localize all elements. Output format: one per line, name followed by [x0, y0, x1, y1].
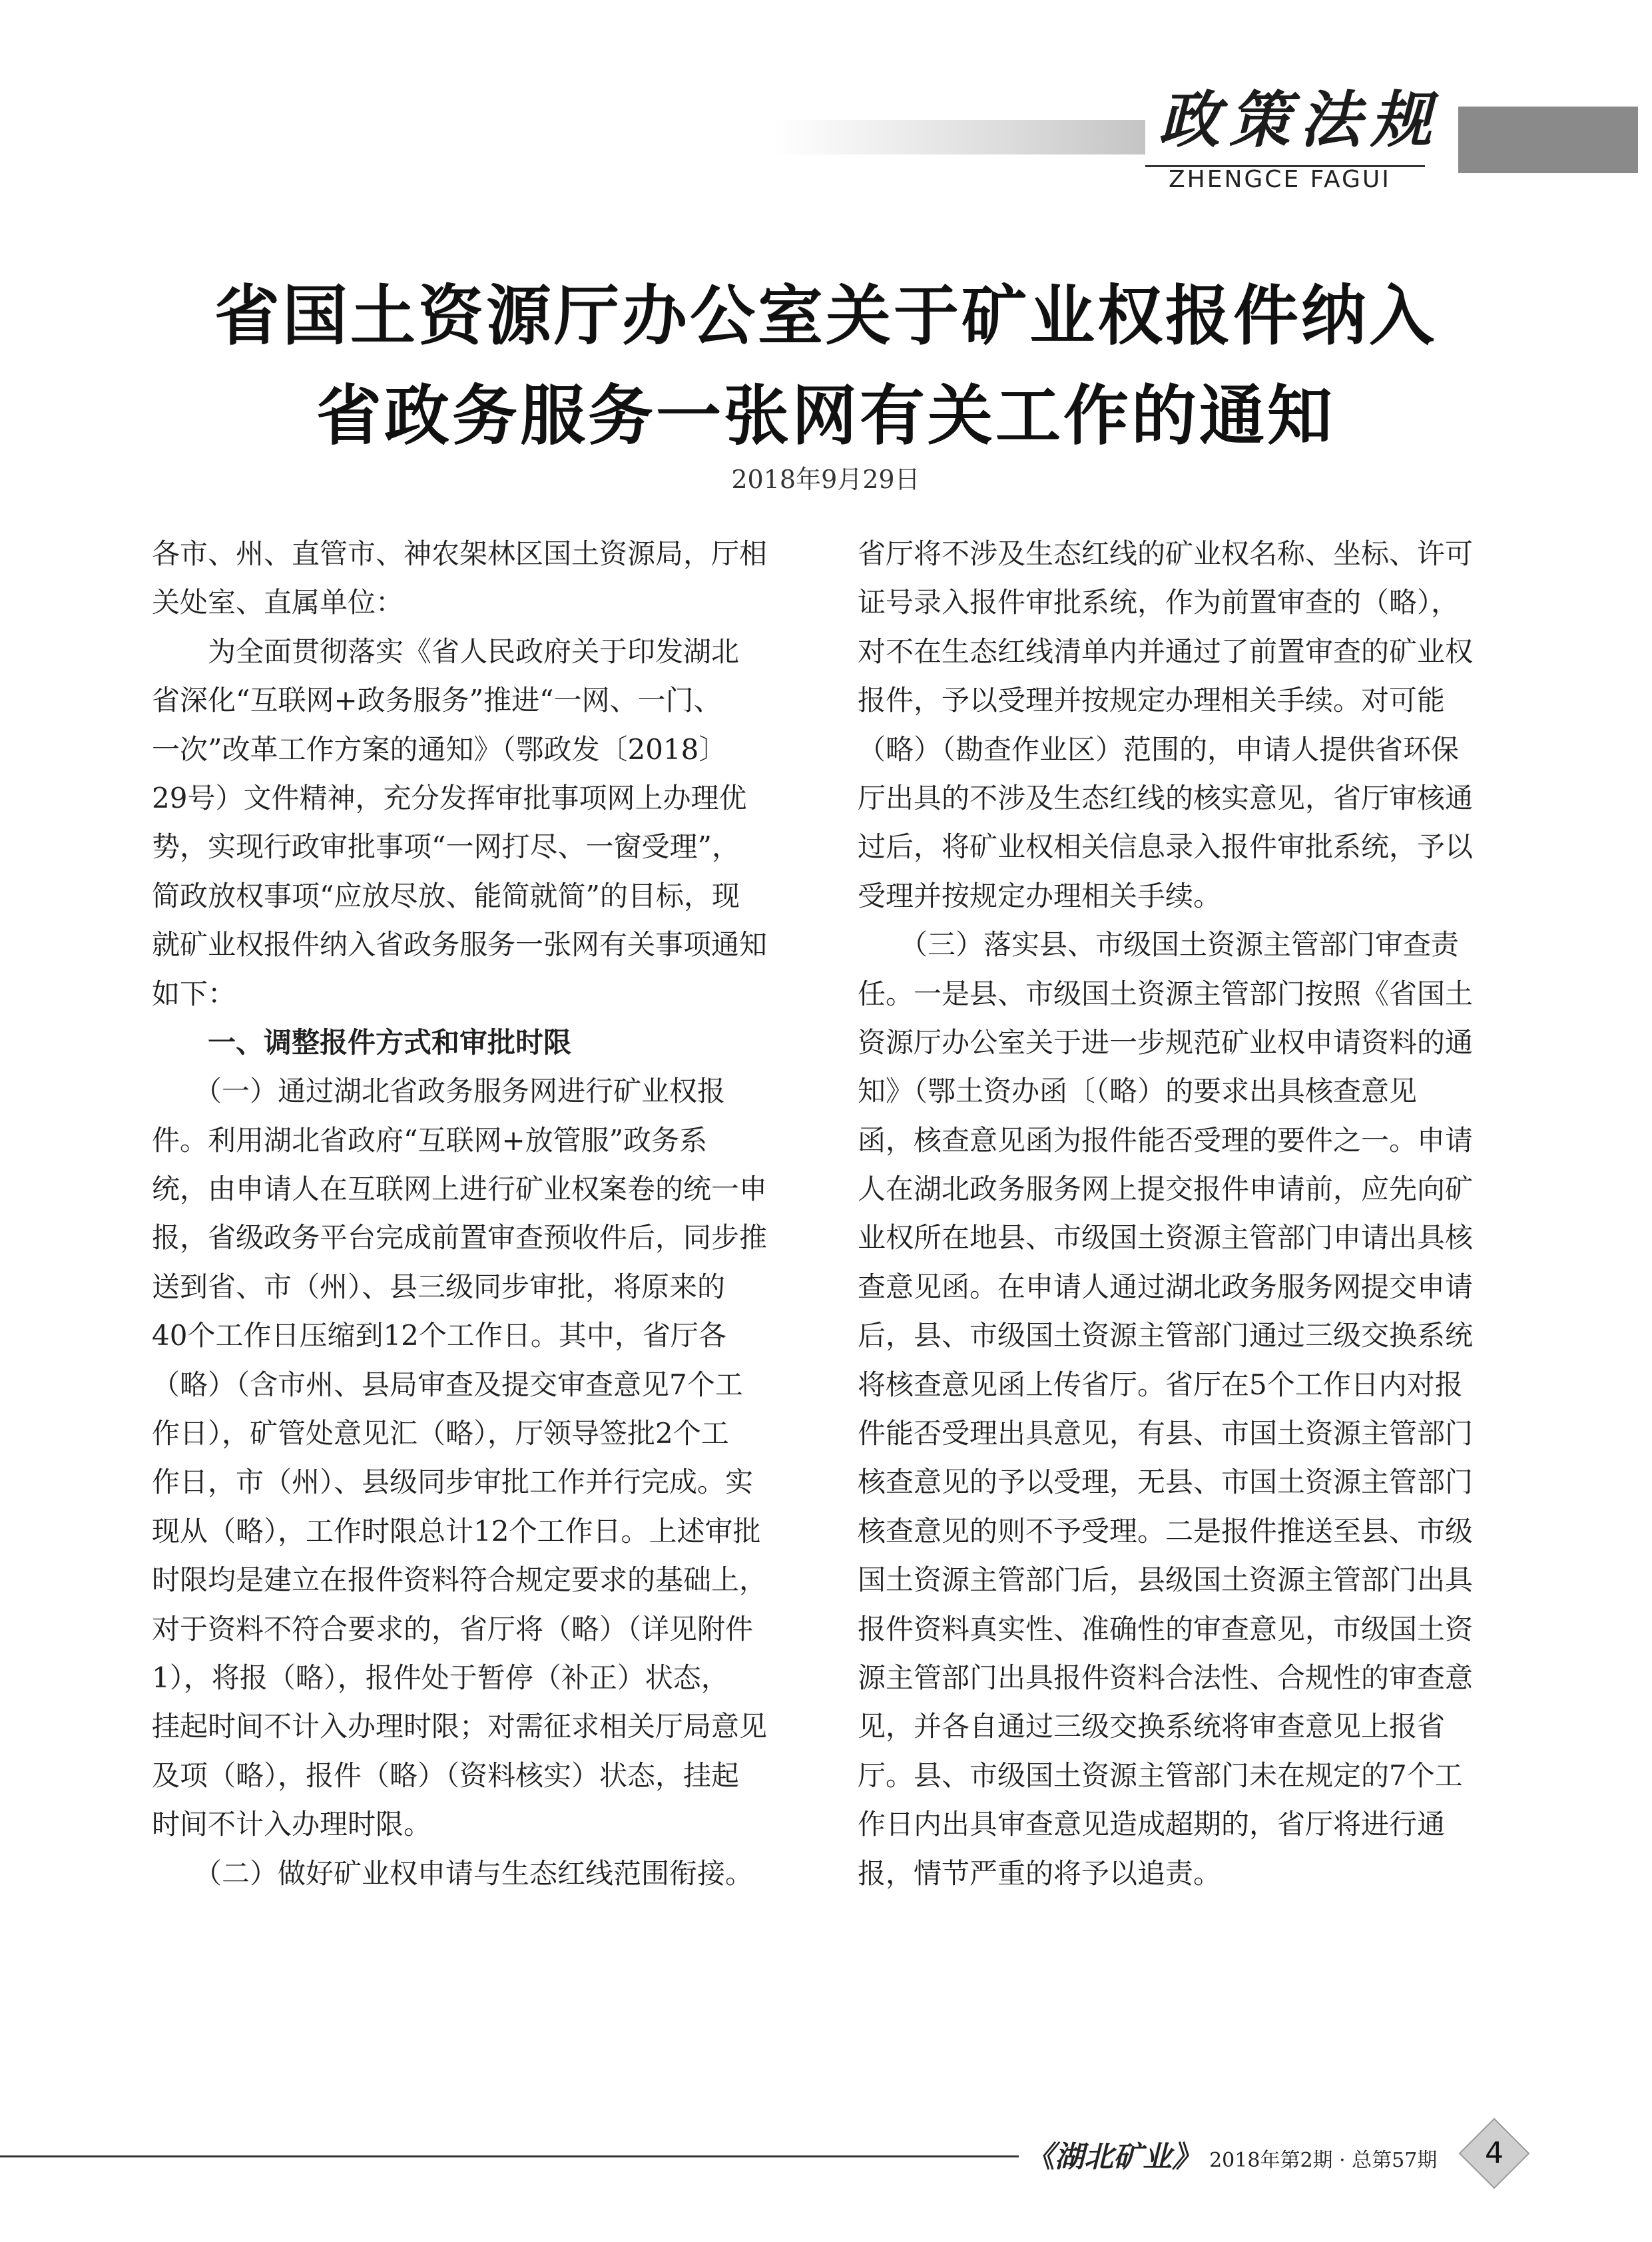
body-text-line: 一次”改革工作方案的通知》（鄂政发〔2018〕 [152, 732, 727, 766]
body-text-line: 报件，予以受理并按规定办理相关手续。对可能 [858, 684, 1446, 717]
page-number: 4 [1485, 2136, 1504, 2170]
body-text-line: 40个工作日压缩到12个工作日。其中，省厅各 [152, 1319, 726, 1352]
body-text-line: 任。一是县、市级国土资源主管部门按照《省国土 [858, 977, 1474, 1010]
body-text-line: （一）通过湖北省政务服务网进行矿业权报 [152, 1075, 726, 1108]
section-heading: 一、调整报件方式和审批时限 [152, 1025, 572, 1059]
header-gradient-bar [772, 120, 1145, 154]
body-text-line: 件。利用湖北省政府“互联网+放管服”政务系 [152, 1123, 708, 1157]
body-text-line: 就矿业权报件纳入省政务服务一张网有关事项通知 [152, 928, 768, 962]
body-text-line: 为全面贯彻落实《省人民政府关于印发湖北 [152, 635, 740, 668]
body-text-line: 省厅将不涉及生态红线的矿业权名称、坐标、许可 [858, 537, 1474, 570]
body-text-line: 挂起时间不计入办理时限；对需征求相关厅局意见 [152, 1710, 768, 1743]
body-text-line: 统，由申请人在互联网上进行矿业权案卷的统一申 [152, 1173, 768, 1206]
body-text-line: 将核查意见函上传省厅。省厅在5个工作日内对报 [858, 1368, 1463, 1401]
body-text-line: 时间不计入办理时限。 [152, 1808, 432, 1841]
body-text-line: 后，县、市级国土资源主管部门通过三级交换系统 [858, 1319, 1474, 1352]
body-text-line: 势，实现行政审批事项“一网打尽、一窗受理”， [152, 830, 740, 864]
body-text-line: 报件资料真实性、准确性的审查意见，市级国土资 [858, 1612, 1474, 1645]
body-text-line: 对不在生态红线清单内并通过了前置审查的矿业权 [858, 635, 1474, 668]
header-gray-block [1458, 107, 1638, 173]
body-text-line: 业权所在地县、市级国土资源主管部门申请出具核 [858, 1221, 1474, 1255]
article-date: 2018年9月29日 [731, 465, 920, 494]
body-text-line: 证号录入报件审批系统，作为前置审查的（略）， [858, 586, 1460, 619]
body-text-line: 国土资源主管部门后，县级国土资源主管部门出具 [858, 1563, 1474, 1597]
body-text-line: 厅出具的不涉及生态红线的核实意见，省厅审核通 [858, 781, 1474, 814]
body-text-line: （二）做好矿业权申请与生态红线范围衔接。 [152, 1856, 754, 1890]
body-text-line: 件能否受理出具意见，有县、市国土资源主管部门 [858, 1417, 1474, 1450]
body-text-line: 查意见函。在申请人通过湖北政务服务网提交申请 [858, 1270, 1474, 1303]
body-text-line: 报，情节严重的将予以追责。 [858, 1856, 1222, 1890]
body-text-line: 核查意见的则不予受理。二是报件推送至县、市级 [858, 1514, 1474, 1547]
body-text-line: 对于资料不符合要求的，省厅将（略）（详见附件 [152, 1612, 754, 1645]
body-text-line: 函，核查意见函为报件能否受理的要件之一。申请 [858, 1123, 1474, 1157]
journal-name: 《湖北矿业》 [1025, 2140, 1201, 2174]
body-column-right [858, 529, 1523, 1898]
body-text-line: 省深化“互联网+政务服务”推进“一网、一门、 [152, 684, 722, 717]
body-text-line: 现从（略），工作时限总计12个工作日。上述审批 [152, 1514, 761, 1547]
body-text-line: 时限均是建立在报件资料符合规定要求的基础上， [152, 1563, 768, 1597]
body-text-line: 各市、州、直管市、神农架林区国土资源局，厅相 [152, 537, 768, 570]
body-text-line: 人在湖北政务服务网上提交报件申请前，应先向矿 [858, 1173, 1474, 1206]
body-text-line: 1），将报（略），报件处于暂停（补正）状态， [152, 1661, 729, 1694]
issue-info: 2018年第2期 · 总第57期 [1209, 2149, 1438, 2172]
body-text-line: 核查意见的予以受理，无县、市国土资源主管部门 [858, 1466, 1474, 1499]
body-text-line: 作日），矿管处意见汇（略），厅领导签批2个工 [152, 1417, 729, 1450]
body-column-left [152, 529, 818, 1898]
body-text-line: 作日，市（州）、县级同步审批工作并行完成。实 [152, 1466, 754, 1499]
body-text-line: 厅。县、市级国土资源主管部门未在规定的7个工 [858, 1759, 1463, 1792]
body-text-line: 29号）文件精神，充分发挥审批事项网上办理优 [152, 781, 747, 814]
body-text-line: 知》（鄂土资办函〔（略）的要求出具核查意见 [858, 1075, 1418, 1108]
body-text-line: 报，省级政务平台完成前置审查预收件后，同步推 [152, 1221, 768, 1255]
body-text-line: （略）（勘查作业区）范围的，申请人提供省环保 [858, 732, 1460, 766]
body-text-line: 如下： [152, 977, 236, 1010]
body-text-line: （三）落实县、市级国土资源主管部门审查责 [858, 928, 1460, 962]
section-title: 政策法规 [1159, 84, 1442, 156]
body-text-line: 及项（略），报件（略）（资料核实）状态，挂起 [152, 1759, 740, 1792]
article-title-line-2: 省政务服务一张网有关工作的通知 [316, 378, 1335, 454]
body-text-line: 过后，将矿业权相关信息录入报件审批系统，予以 [858, 830, 1474, 864]
body-text-line: 简政放权事项“应放尽放、能简就简”的目标，现 [152, 879, 740, 912]
body-text-line: 关处室、直属单位： [152, 586, 404, 619]
article-title [120, 266, 1531, 466]
body-text-line: 资源厅办公室关于进一步规范矿业权申请资料的通 [858, 1025, 1474, 1059]
body-text-line: 受理并按规定办理相关手续。 [858, 879, 1222, 912]
body-text-line: 送到省、市（州）、县三级同步审批，将原来的 [152, 1270, 726, 1303]
body-text-line: 源主管部门出具报件资料合法性、合规性的审查意 [858, 1661, 1474, 1694]
footer-rule [0, 2155, 1019, 2157]
section-title-pinyin: ZHENGCE FAGUI [1169, 166, 1391, 193]
article-title-line-1: 省国土资源厅办公室关于矿业权报件纳入 [214, 278, 1437, 354]
body-text-line: 见，并各自通过三级交换系统将审查意见上报省 [858, 1710, 1446, 1743]
body-text-line: （略）（含市州、县局审查及提交审查意见7个工 [152, 1368, 743, 1401]
body-text-line: 作日内出具审查意见造成超期的，省厅将进行通 [858, 1808, 1446, 1841]
footer-citation [1025, 2137, 1452, 2177]
